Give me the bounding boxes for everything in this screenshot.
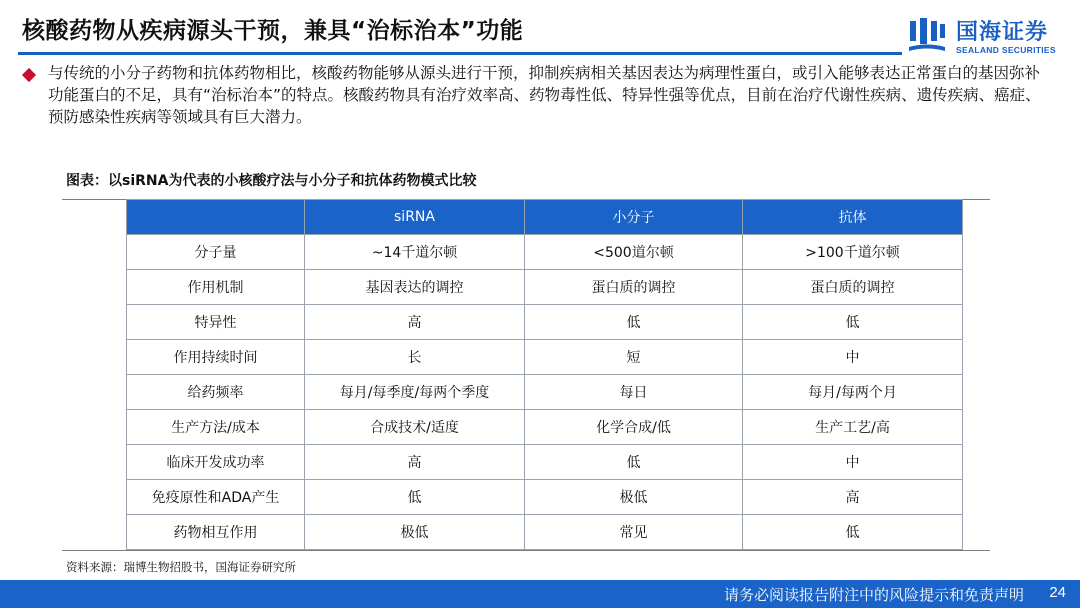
- table-cell: 生产工艺/高: [743, 410, 963, 445]
- table-row: [127, 515, 963, 550]
- table-cell: 高: [305, 445, 525, 480]
- table-row: [127, 235, 963, 270]
- header-cell-sirna: siRNA: [305, 200, 525, 235]
- table-cell: 每月/每季度/每两个季度: [305, 375, 525, 410]
- header-cell-antibody: 抗体: [743, 200, 963, 235]
- table-cell: 常见: [525, 515, 743, 550]
- table-cell: 极低: [525, 480, 743, 515]
- table-cell: 极低: [305, 515, 525, 550]
- header-cell-small-molecule: 小分子: [525, 200, 743, 235]
- row-label: 给药频率: [127, 375, 305, 410]
- comparison-table: [126, 199, 963, 550]
- red-diamond-icon: [22, 68, 36, 82]
- title-underline: [18, 52, 902, 55]
- company-logo: [908, 14, 1068, 60]
- table-cell: 低: [743, 515, 963, 550]
- figure-bottom-rule: [62, 550, 990, 551]
- row-label: 分子量: [127, 235, 305, 270]
- table-row: [127, 340, 963, 375]
- row-label: 作用持续时间: [127, 340, 305, 375]
- table-cell: >100千道尔顿: [743, 235, 963, 270]
- table-cell: <500道尔顿: [525, 235, 743, 270]
- bullet-paragraph: 与传统的小分子药物和抗体药物相比，核酸药物能够从源头进行干预，抑制疾病相关基因表达为病理性蛋白，或引入能够表达正常蛋白的基因弥补功能蛋白的不足，具有“治标治本”的特点。核酸药物具有治疗效率高、药物毒性低、特异性强等优点，目前在治疗代谢性疾病、遗传疾病、癌症、预防感染性疾病等领域具有巨大潜力。: [48, 64, 1041, 126]
- table-row: [127, 410, 963, 445]
- table-cell: 蛋白质的调控: [743, 270, 963, 305]
- table-cell: 短: [525, 340, 743, 375]
- row-label: 特异性: [127, 305, 305, 340]
- table-cell: 高: [305, 305, 525, 340]
- table-cell: 低: [743, 305, 963, 340]
- table-row: [127, 375, 963, 410]
- row-label: 临床开发成功率: [127, 445, 305, 480]
- table-cell: 每日: [525, 375, 743, 410]
- row-label: 药物相互作用: [127, 515, 305, 550]
- table-header-row: [127, 200, 963, 235]
- table-cell: 合成技术/适度: [305, 410, 525, 445]
- table-cell: 中: [743, 445, 963, 480]
- table-cell: 低: [305, 480, 525, 515]
- sealand-logo-mark-icon: [908, 18, 946, 54]
- table-cell: 长: [305, 340, 525, 375]
- source-note: 资料来源：瑞博生物招股书，国海证券研究所: [66, 560, 296, 574]
- page-number: 24: [1049, 584, 1066, 601]
- logo-name-en: SEALAND SECURITIES: [956, 45, 1056, 55]
- footer-bar: [0, 580, 1080, 608]
- table-row: [127, 305, 963, 340]
- table-cell: 低: [525, 445, 743, 480]
- page-title: 核酸药物从疾病源头干预，兼具“治标治本”功能: [22, 18, 524, 44]
- disclaimer-text: 请务必阅读报告附注中的风险提示和免责声明: [723, 586, 1024, 604]
- table-cell: 高: [743, 480, 963, 515]
- table-cell: 化学合成/低: [525, 410, 743, 445]
- row-label: 免疫原性和ADA产生: [127, 480, 305, 515]
- table-cell: 基因表达的调控: [305, 270, 525, 305]
- table-row: [127, 480, 963, 515]
- table-cell: 中: [743, 340, 963, 375]
- table-cell: ~14千道尔顿: [305, 235, 525, 270]
- table-cell: 蛋白质的调控: [525, 270, 743, 305]
- table-row: [127, 445, 963, 480]
- table-row: [127, 270, 963, 305]
- row-label: 作用机制: [127, 270, 305, 305]
- table-cell: 每月/每两个月: [743, 375, 963, 410]
- logo-name-cn: 国海证券: [956, 20, 1049, 45]
- header-cell-empty: [127, 200, 305, 235]
- figure-caption: 图表：以siRNA为代表的小核酸疗法与小分子和抗体药物模式比较: [66, 173, 477, 189]
- table-cell: 低: [525, 305, 743, 340]
- row-label: 生产方法/成本: [127, 410, 305, 445]
